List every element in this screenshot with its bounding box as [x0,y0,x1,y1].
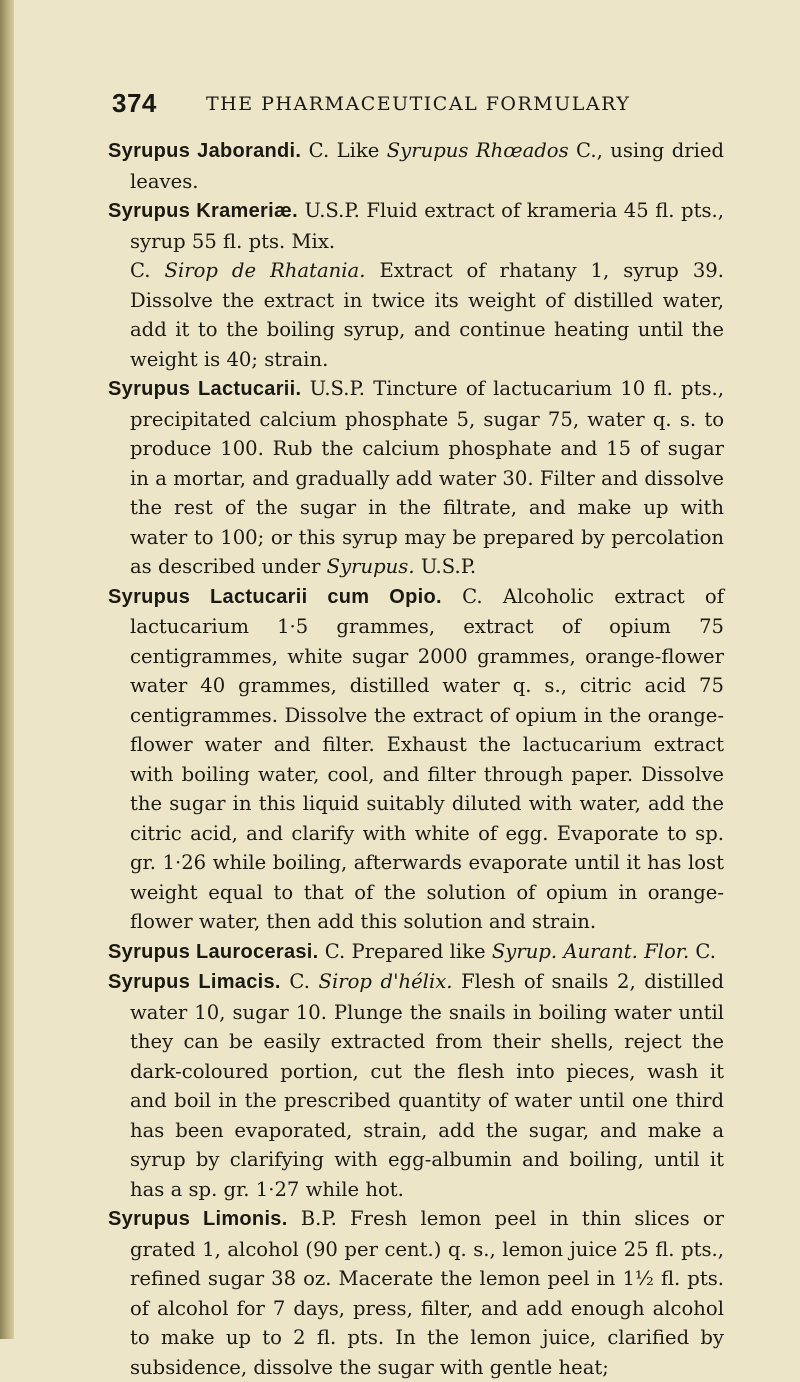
entry-syrupus-krameriae [108,196,724,374]
entry-text: U.S.P. [414,555,477,578]
entry-title: Syrupus Lactucarii. [108,378,302,400]
book-page [36,0,784,1379]
entry-title: Syrupus Laurocerasi. [108,940,319,963]
entry-syrupus-jaborandi [108,136,724,196]
entry-text: U.S.P. Tincture of lactucarium 10 fl. pts., precipitated calcium phosphate 5, sugar 75, water q. s. to produce 100. Rub the calcium phosphate and 15 of sugar in a mortar, and gradually add water 30. Filter and dissolve the rest of the sugar in the filtrate, and make up with water to 100; or this syrup may be prepared by percolation as described under [130,377,724,578]
entry-syrupus-lactucarii-cum-opio [108,582,724,937]
entry-text-italic: Sirop de Rhatania. [164,259,366,282]
book-title: THE PHARMACEUTICAL FORMULARY [206,93,631,115]
entry-text: C. Prepared like [318,939,492,963]
page-number: 374 [112,88,157,118]
entry-syrupus-limonis [108,1204,724,1382]
entry-text: C. Alcoholic extract of lactucarium 1·5 grammes, extract of opium 75 centigrammes, white sugar 2000 grammes, orange-flower water 40 grammes, distilled water q. s., citric acid 75 centigrammes. Dissolve the extract of opium in the orange-flower water and filter. Exhaust the lactucarium extract with boiling water, cool, and filter through paper. Dissolve the sugar in this liquid suitably diluted with water, add the citric acid, and clarify with white of egg. Evaporate to sp. gr. 1·26 while boiling, afterwards evaporate until it has lost weight equal to that of the solution of opium in orange-flower water, then add this solution and strain. [130,584,724,933]
entry-text-italic: Syrup. Aurant. Flor. [491,939,690,963]
entry-text: C. [130,259,165,282]
entry-text: Extract of rhatany 1, syrup 39. Dissolve the extract in twice its weight of distilled water, add it to the boiling syrup, and continue heating until the weight is 40; strain. [130,259,724,371]
entry-text: B.P. Fresh lemon peel in thin slices or grated 1, alcohol (90 per cent.) q. s., lemon juice 25 fl. pts., refined sugar 38 oz. Macerate the lemon peel in 1½ fl. pts. of alcohol for 7 days, press, filter, and add enough alcohol to make up to 2 fl. pts. In the lemon juice, clarified by subsidence, dissolve the sugar with gentle heat; [130,1207,724,1379]
entry-title: Syrupus Limacis. [108,971,281,993]
entry-text: Flesh of snails 2, distilled water 10, sugar 10. Plunge the snails in boiling water until they can be easily extracted from their shells, reject the dark-coloured portion, cut the flesh into pieces, wash it and boil in the prescribed quantity of water until one third has been evaporated, strain, add the sugar, and make a syrup by clarifying with egg-albumin and boiling, until it has a sp. gr. 1·27 while hot. [130,970,724,1201]
entry-syrupus-limacis [108,967,724,1204]
entry-text: C. [689,939,716,963]
entry-title: Syrupus Jaborandi. [108,140,302,162]
entry-sub-paragraph [130,256,724,374]
entry-title: Syrupus Krameriæ. [108,200,298,222]
entry-text-italic: Sirop d'hélix. [318,970,453,993]
page-binding-edge [0,0,14,1339]
entry-text: C. [280,970,319,993]
entry-text-italic: Syrupus. [326,555,415,578]
formulary-text [108,136,724,1382]
entry-text: C., using dried leaves. [130,139,725,193]
entry-text: C. Like [301,139,387,162]
entry-title: Syrupus Limonis. [108,1208,288,1230]
entry-text: U.S.P. Fluid extract of krameria 45 fl. pts., syrup 55 fl. pts. Mix. [130,199,724,253]
entry-syrupus-lactucarii [108,374,724,582]
entry-syrupus-laurocerasi [108,937,724,968]
running-head [112,88,732,122]
entry-title: Syrupus Lactucarii cum Opio. [108,585,442,608]
entry-text-italic: Syrupus Rhœados [386,139,569,162]
